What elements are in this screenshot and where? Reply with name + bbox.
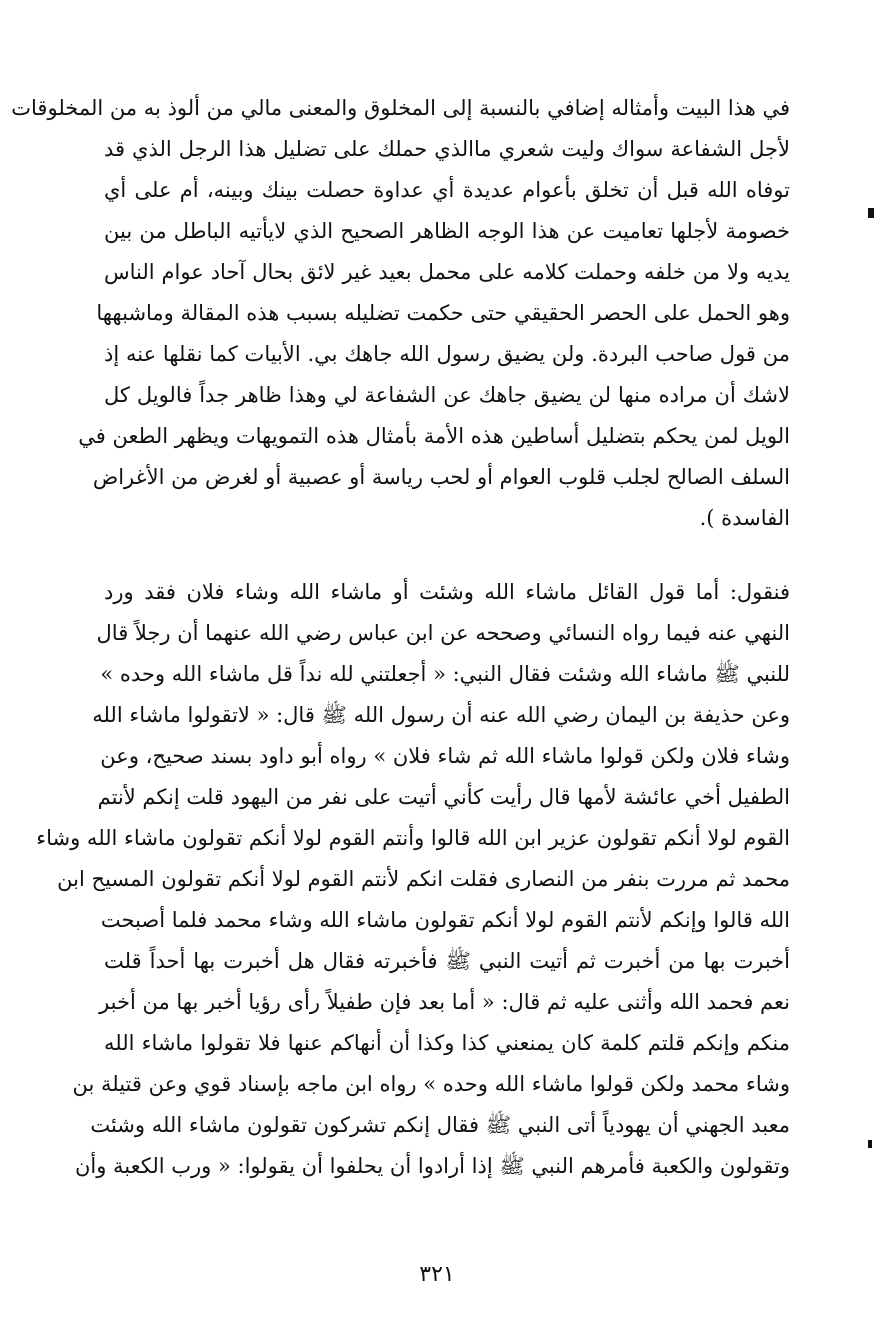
text-line: أخبرت بها من أخبرت ثم أتيت النبي ﷺ فأخبرته فقال هل أخبرت بها أحداً قلت <box>104 949 790 973</box>
text-line: فنقول: أما قول القائل ماشاء الله وشئت أو ماشاء الله وشاء فلان فقد ورد <box>104 580 790 604</box>
text-line: وعن حذيفة بن اليمان رضي الله عنه أن رسول الله ﷺ قال: « لاتقولوا ماشاء الله <box>92 703 790 727</box>
paragraph-2 <box>36 572 790 1187</box>
text-line: الطفيل أخي عائشة لأمها قال رأيت كأني أتيت على نفر من اليهود قلت إنكم لأنتم <box>97 785 790 809</box>
text-line: لاشك أن مراده منها لن يضيق جاهك عن الشفاعة لي وهذا ظاهر جداً فالويل كل <box>104 383 790 407</box>
text-line: محمد ثم مررت بنفر من النصارى فقلت انكم لأنتم القوم لولا أنكم تقولون المسيح ابن <box>57 867 790 891</box>
text-line: وشاء محمد ولكن قولوا ماشاء الله وحده » رواه ابن ماجه بإسناد قوي وعن قتيلة بن <box>72 1072 790 1096</box>
text-line: النهي عنه فيما رواه النسائي وصححه عن ابن عباس رضي الله عنهما أن رجلاً قال <box>96 621 790 645</box>
text-line: وهو الحمل على الحصر الحقيقي حتى حكمت تضليله بسبب هذه المقالة وماشبهها <box>96 301 790 325</box>
text-line: لأجل الشفاعة سواك وليت شعري ماالذي حملك على تضليل هذا الرجل الذي قد <box>104 137 790 161</box>
page-number: ٣٢١ <box>419 1262 455 1287</box>
paragraph-gap <box>104 539 790 572</box>
scan-margin-mark <box>868 208 874 218</box>
text-line: خصومة لأجلها تعاميت عن هذا الوجه الظاهر الصحيح الذي لايأتيه الباطل من بين <box>104 219 790 243</box>
text-line: القوم لولا أنكم تقولون عزير ابن الله قالوا وأنتم القوم لولا أنكم تقولون ماشاء الله وشاء <box>36 826 790 850</box>
text-line: في هذا البيت وأمثاله إضافي بالنسبة إلى المخلوق والمعنى مالي من ألوذ به من المخلوقات <box>11 96 790 120</box>
text-line: توفاه الله قبل أن تخلق بأعوام عديدة أي عداوة حصلت بينك وبينه، أم على أي <box>104 178 790 202</box>
text-line: معبد الجهني أن يهودياً أتى النبي ﷺ فقال إنكم تشركون تقولون ماشاء الله وشئت <box>90 1113 790 1137</box>
text-line: للنبي ﷺ ماشاء الله وشئت فقال النبي: « أجعلتني لله نداً قل ماشاء الله وحده » <box>100 662 790 686</box>
scan-margin-mark <box>868 1140 872 1148</box>
text-line: وتقولون والكعبة فأمرهم النبي ﷺ إذا أرادوا أن يحلفوا أن يقولوا: « ورب الكعبة وأن <box>74 1154 790 1178</box>
text-line: يديه ولا من خلفه وحملت كلامه على محمل بعيد غير لائق بحال آحاد عوام الناس <box>104 260 790 284</box>
paragraph-1 <box>11 88 790 539</box>
text-line: الويل لمن يحكم بتضليل أساطين هذه الأمة بأمثال هذه التمويهات ويظهر الطعن في <box>78 424 790 448</box>
text-line: السلف الصالح لجلب قلوب العوام أو لحب رياسة أو عصبية أو لغرض من الأغراض <box>92 465 790 489</box>
text-line: منكم وإنكم قلتم كلمة كان يمنعني كذا وكذا أن أنهاكم عنها فلا تقولوا ماشاء الله <box>104 1031 790 1055</box>
text-line: الله قالوا وإنكم لأنتم القوم لولا أنكم تقولون ماشاء الله وشاء محمد فلما أصبحت <box>100 908 790 932</box>
text-line: الفاسدة ). <box>699 506 790 530</box>
page-body <box>11 88 790 1187</box>
text-line: نعم فحمد الله وأثنى عليه ثم قال: « أما بعد فإن طفيلاً رأى رؤيا أخبر بها من أخبر <box>99 990 790 1014</box>
text-line: وشاء فلان ولكن قولوا ماشاء الله ثم شاء فلان » رواه أبو داود بسند صحيح، وعن <box>100 744 790 768</box>
text-line: من قول صاحب البردة. ولن يضيق رسول الله جاهك بي. الأبيات كما نقلها عنه إذ <box>104 342 790 366</box>
